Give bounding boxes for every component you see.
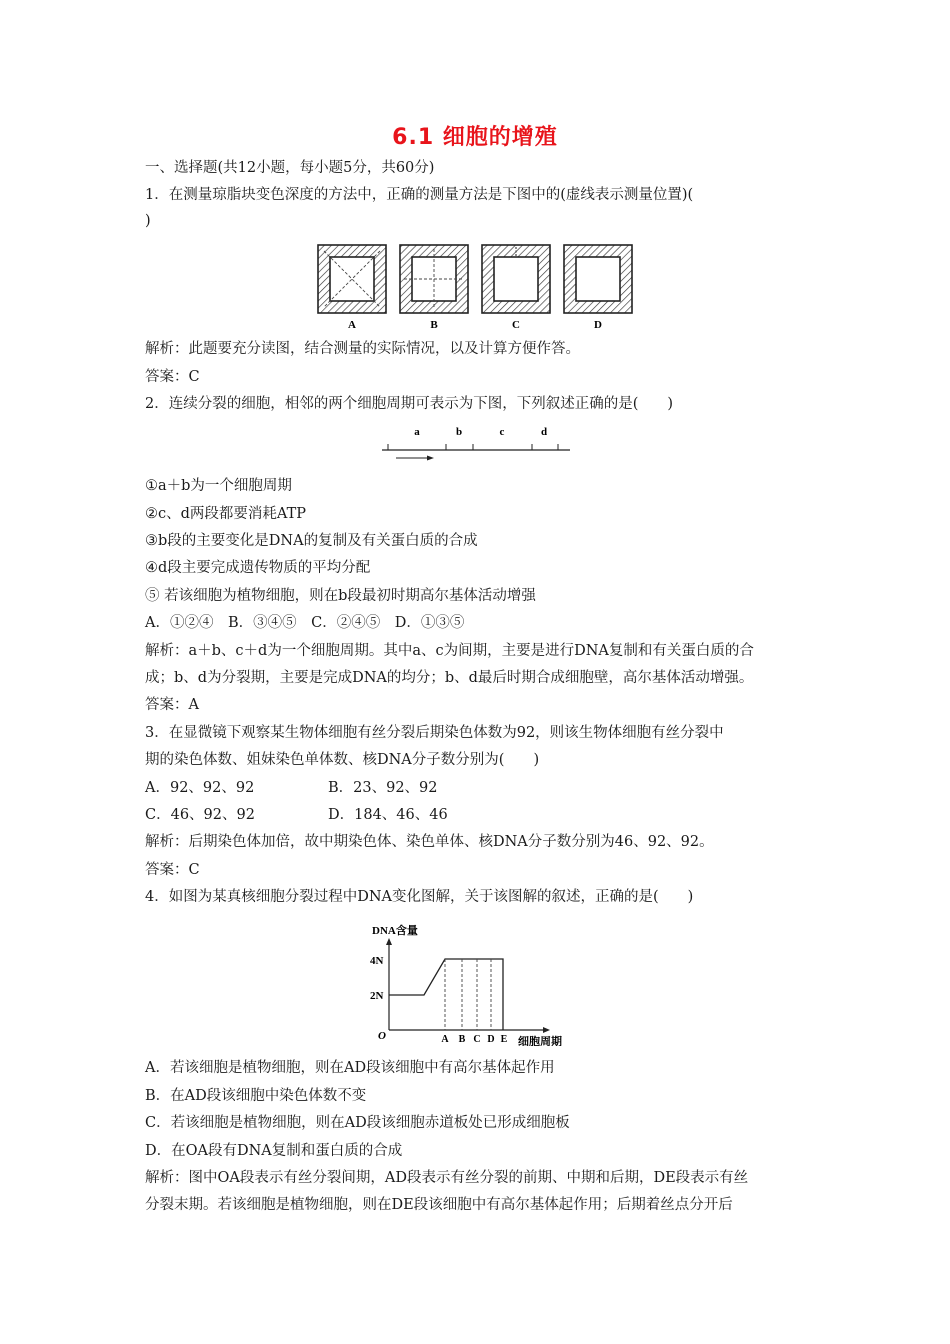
q2-label-d: d bbox=[540, 426, 548, 438]
q1-label-c: C bbox=[512, 319, 520, 331]
q1-label-d: D bbox=[594, 319, 602, 331]
section-heading: 一、选择题(共12小题，每小题5分，共60分) bbox=[145, 160, 435, 176]
q1-figure-block-c bbox=[482, 245, 550, 313]
q1-figure-block-a bbox=[318, 245, 386, 313]
q2-item-5: ⑤ 若该细胞为植物细胞，则在b段最初时期高尔基体活动增强 bbox=[145, 588, 536, 604]
q4-ylabel: DNA含量 bbox=[372, 925, 418, 937]
q3-option-a: A．92、92、92 bbox=[145, 780, 255, 796]
q4-origin: O bbox=[378, 1030, 386, 1042]
q4-option-a: A．若该细胞是植物细胞，则在AD段该细胞中有高尔基体起作用 bbox=[145, 1060, 555, 1076]
q2-label-c: c bbox=[499, 426, 505, 438]
q1-analysis: 解析：此题要充分读图，结合测量的实际情况，以及计算方便作答。 bbox=[145, 341, 580, 357]
q4-figure bbox=[366, 918, 590, 1046]
q3-option-b: B．23、92、92 bbox=[328, 780, 438, 796]
q4-ytick-4n: 4N bbox=[370, 955, 384, 967]
q1-figure-block-b bbox=[400, 245, 468, 313]
q2-analysis-line2: 成；b、d为分裂期，主要是完成DNA的均分；b、d最后时期合成细胞壁，高尔基体活动增强。 bbox=[145, 670, 754, 686]
q4-xtick-a: A bbox=[441, 1034, 449, 1045]
q2-figure bbox=[378, 420, 574, 464]
q3-answer: 答案：C bbox=[145, 862, 200, 878]
q4-option-b: B．在AD段该细胞中染色体数不变 bbox=[145, 1088, 367, 1104]
q1-figure bbox=[310, 238, 650, 333]
q2-item-2: ②c、d两段都要消耗ATP bbox=[145, 506, 307, 522]
q4-stem: 4．如图为某真核细胞分裂过程中DNA变化图解，关于该图解的叙述，正确的是( ) bbox=[145, 889, 694, 905]
q2-stem: 2．连续分裂的细胞，相邻的两个细胞周期可表示为下图，下列叙述正确的是( ) bbox=[145, 396, 674, 412]
q3-option-c: C．46、92、92 bbox=[145, 807, 255, 823]
q1-figure-block-d bbox=[564, 245, 632, 313]
q2-item-1: ①a＋b为一个细胞周期 bbox=[145, 478, 292, 494]
q1-label-a: A bbox=[348, 319, 356, 331]
q2-item-3: ③b段的主要变化是DNA的复制及有关蛋白质的合成 bbox=[145, 533, 478, 549]
q2-label-b: b bbox=[455, 426, 463, 438]
q1-label-b: B bbox=[430, 319, 438, 331]
q2-answer: 答案：A bbox=[145, 697, 199, 713]
page-title: 6.1 细胞的增殖 bbox=[392, 125, 558, 150]
q3-stem-line1: 3．在显微镜下观察某生物体细胞有丝分裂后期染色体数为92，则该生物体细胞有丝分裂中 bbox=[145, 725, 724, 741]
q2-label-a: a bbox=[414, 426, 420, 438]
q4-xtick-c: C bbox=[473, 1034, 481, 1045]
q4-option-c: C．若该细胞是植物细胞，则在AD段该细胞赤道板处已形成细胞板 bbox=[145, 1115, 570, 1131]
q1-stem-line1: 1．在测量琼脂块变色深度的方法中，正确的测量方法是下图中的(虚线表示测量位置)( bbox=[145, 187, 694, 203]
q4-option-d: D．在OA段有DNA复制和蛋白质的合成 bbox=[145, 1143, 403, 1159]
q4-ytick-2n: 2N bbox=[370, 990, 384, 1002]
q4-xlabel: 细胞周期 bbox=[518, 1036, 562, 1046]
q4-xtick-b: B bbox=[458, 1034, 466, 1045]
q4-xtick-e: E bbox=[500, 1034, 508, 1045]
q2-item-4: ④d段主要完成遗传物质的平均分配 bbox=[145, 560, 371, 576]
q2-analysis-line1: 解析：a＋b、c＋d为一个细胞周期。其中a、c为间期，主要是进行DNA复制和有关蛋白质的合 bbox=[145, 643, 754, 659]
q3-option-d: D．184、46、46 bbox=[328, 807, 448, 823]
q4-analysis-line1: 解析：图中OA段表示有丝分裂间期，AD段表示有丝分裂的前期、中期和后期，DE段表示有丝 bbox=[145, 1170, 749, 1186]
q4-xtick-d: D bbox=[487, 1034, 495, 1045]
q2-options: A．①②④ B．③④⑤ C．②④⑤ D．①③⑤ bbox=[145, 615, 465, 631]
q1-stem-line2: ) bbox=[145, 213, 151, 229]
q4-dna-curve bbox=[389, 959, 503, 1030]
q1-answer: 答案：C bbox=[145, 369, 200, 385]
q3-analysis: 解析：后期染色体加倍，故中期染色体、染色单体、核DNA分子数分别为46、92、92。 bbox=[145, 834, 714, 850]
q3-stem-line2: 期的染色体数、姐妹染色单体数、核DNA分子数分别为( ) bbox=[145, 752, 540, 768]
q4-analysis-line2: 分裂末期。若该细胞是植物细胞，则在DE段该细胞中有高尔基体起作用；后期着丝点分开后 bbox=[145, 1197, 733, 1213]
